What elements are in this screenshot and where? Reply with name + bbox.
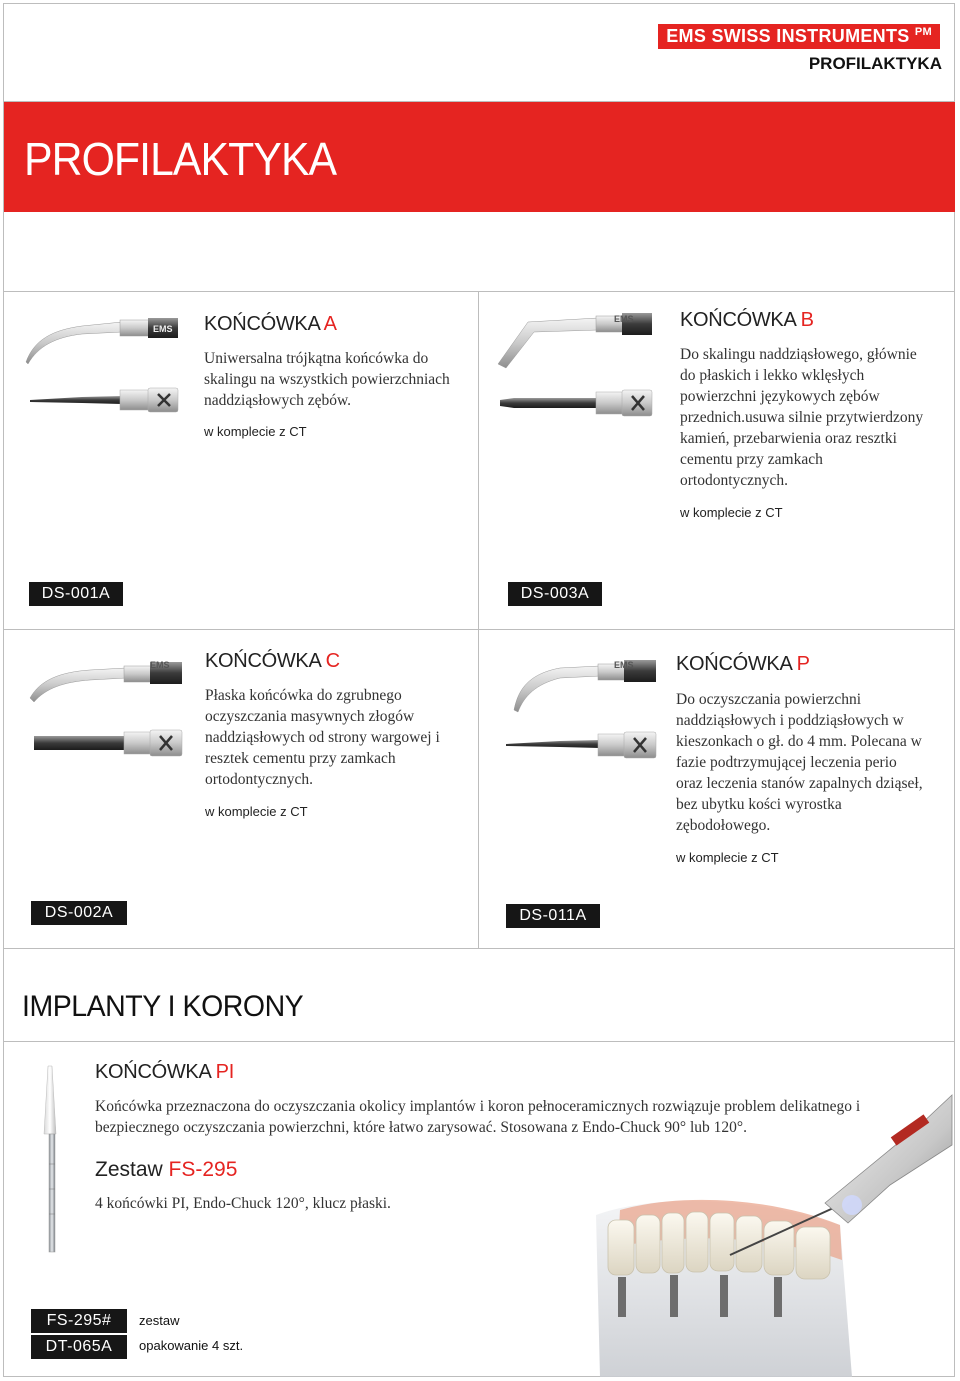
tip-b-image <box>494 308 654 418</box>
dental-model-image <box>590 1085 955 1377</box>
tip-pi-description: Końcówka przeznaczona do oczyszczania okolicy implantów i koron pełnoceramicznych rozwiązuje problem delikatnego i bezpiecznego oczyszczania powierzchni, które łatwo zarysować. Stosowana z Endo-Chuck 90° lub 120°. <box>95 1098 861 1136</box>
tip-b-title-letter: B <box>800 309 814 331</box>
tip-c-title-letter: C <box>325 650 340 672</box>
tip-b-code: DS-003A <box>508 582 602 606</box>
tip-b-title-prefix: KOŃCÓWKA <box>680 309 796 331</box>
grid-line-top <box>4 291 955 292</box>
tip-pi-title <box>95 1061 234 1084</box>
pack-code-label: opakowanie 4 szt. <box>139 1338 244 1353</box>
ems-logo-icon: EMS <box>150 660 170 670</box>
set-title <box>95 1158 237 1182</box>
tip-pi-title-prefix: KOŃCÓWKA <box>95 1061 211 1083</box>
tip-p-title-prefix: KOŃCÓWKA <box>676 653 792 675</box>
set-code-label: zestaw <box>139 1313 180 1328</box>
set-title-prefix: Zestaw <box>95 1158 163 1181</box>
brand-sup: PM <box>914 26 932 38</box>
tip-c-description: Płaska końcówka do zgrubnego oczyszczania masywnych złogów naddziąsłowych od strony wargowej i resztek cementu przy zamkach ortodontycznych. <box>205 687 440 788</box>
brand-name: EMS SWISS INSTRUMENTS <box>666 26 910 46</box>
tip-c-image <box>26 656 186 758</box>
tip-c-set-note: w komplecie z CT <box>205 804 308 819</box>
tip-a-title <box>204 313 337 336</box>
set-title-code: FS-295 <box>168 1158 238 1181</box>
tip-a-description: Uniwersalna trójkątna końcówka do skalingu na wszystkich powierzchniach naddziąsłowych zębów. <box>204 350 450 409</box>
tip-a-image <box>22 312 182 414</box>
tip-c-title <box>205 650 340 673</box>
ems-logo-icon: EMS <box>614 660 634 670</box>
tip-p-image <box>500 654 660 760</box>
section-tag: PROFILAKTYKA <box>808 54 942 73</box>
tip-pi-title-letter: PI <box>215 1061 234 1083</box>
tip-b-description: Do skalingu naddziąsłowego, głównie do płaskich i lekko wklęsłych powierzchni językowych zębów przednich.usuwa silnie przytwierdzony kamień, przebarwienia oraz resztki cementu przy zamkach ortodontycznych. <box>680 346 924 489</box>
tip-b-title <box>680 309 814 332</box>
tip-b-set-note: w komplecie z CT <box>680 505 783 520</box>
grid-line-bottom <box>4 948 955 949</box>
grid-line-middle <box>4 629 955 630</box>
tip-p-set-note: w komplecie z CT <box>676 850 779 865</box>
ems-logo-icon: EMS <box>153 324 173 334</box>
set-code: FS-295# <box>31 1309 127 1333</box>
pack-code: DT-065A <box>31 1335 127 1359</box>
grid-line-implants <box>4 1041 955 1042</box>
tip-a-title-letter: A <box>323 313 337 335</box>
grid-line-vertical <box>478 291 479 948</box>
tip-a-set-note: w komplecie z CT <box>204 424 307 439</box>
ems-logo-icon: EMS <box>614 314 634 324</box>
implants-section-title: IMPLANTY I KORONY <box>22 990 304 1023</box>
tip-p-title <box>676 653 810 676</box>
tip-p-title-letter: P <box>796 653 810 675</box>
hero-banner <box>4 102 955 212</box>
tip-pi-image <box>36 1064 70 1260</box>
tip-a-code: DS-001A <box>29 582 123 606</box>
tip-a-title-prefix: KOŃCÓWKA <box>204 313 320 335</box>
hero-title: PROFILAKTYKA <box>24 133 337 185</box>
set-description: 4 końcówki PI, Endo-Chuck 120°, klucz płaski. <box>95 1195 391 1212</box>
tip-c-title-prefix: KOŃCÓWKA <box>205 650 321 672</box>
tip-c-code: DS-002A <box>31 901 127 925</box>
brand-badge <box>658 24 940 49</box>
tip-p-description: Do oczyszczania powierzchni naddziąsłowych i poddziąsłowych w kieszonkach o gł. do 4 mm. Polecana w fazie podtrzymującej leczenia perio oraz leczenia stanów zapalnych dziąseł, bez ubytku kości wyrostka zębodołowego. <box>676 691 923 834</box>
tip-p-code: DS-011A <box>506 904 600 928</box>
